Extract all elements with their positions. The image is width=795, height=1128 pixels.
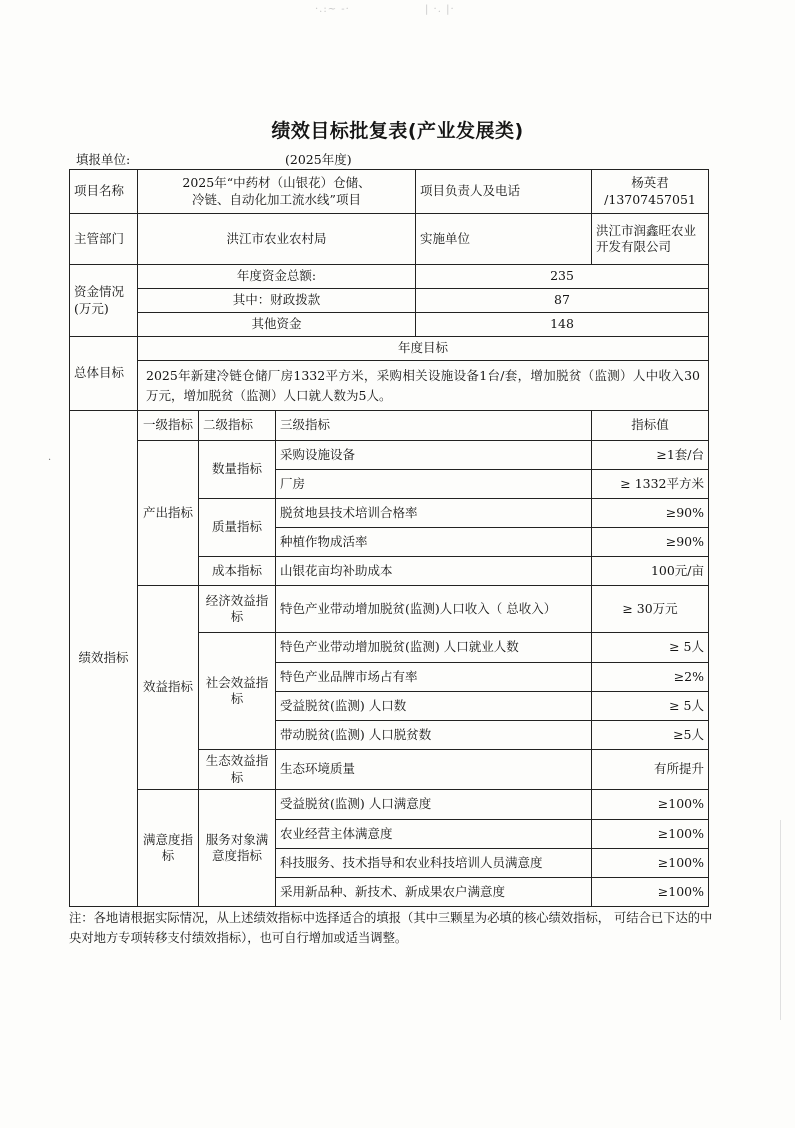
- scan-mark: ·.:~ -·: [315, 4, 350, 15]
- page-title: 绩效目标批复表(产业发展类): [271, 120, 524, 142]
- item-name: 脱贫地县技术培训合格率: [276, 499, 592, 528]
- item-value: ≥5人: [592, 721, 709, 750]
- goal-text: 2025年新建冷链仓储厂房1332平方米，采购相关设施设备1台/套，增加脱贫（监测）人中收入30万元，增加脱贫（监测）人口就人数为5人。: [138, 361, 709, 411]
- goal-header-row: [70, 337, 709, 361]
- group-quality: 质量指标: [199, 499, 276, 557]
- funds-other-value: 148: [416, 313, 709, 337]
- header-level2: 二级指标: [199, 411, 276, 441]
- item-value: 有所提升: [592, 750, 709, 790]
- goal-header: 年度目标: [138, 337, 709, 361]
- contact-name: 杨英君: [631, 175, 669, 191]
- scan-edge-line: [780, 820, 781, 1020]
- project-row: [70, 170, 709, 214]
- goal-text-row: [70, 361, 709, 411]
- perf-header-row: [70, 411, 709, 441]
- item-name: 生态环境质量: [276, 750, 592, 790]
- group-quantity: 数量指标: [199, 441, 276, 499]
- item-name: 厂房: [276, 470, 592, 499]
- item-value: ≥1套/台: [592, 441, 709, 470]
- year-label: (2025年度): [285, 152, 352, 167]
- item-value: ≥100%: [592, 790, 709, 820]
- item-value: 100元/亩: [592, 557, 709, 586]
- item-name: 带动脱贫(监测) 人口脱贫数: [276, 721, 592, 750]
- item-value: ≥90%: [592, 499, 709, 528]
- project-name-line2: 冷链、自动化加工流水线”项目: [192, 191, 361, 207]
- item-value: ≥2%: [592, 663, 709, 692]
- contact-label: 项目负责人及电话: [416, 170, 592, 214]
- item-value: ≥100%: [592, 820, 709, 849]
- funds-total-label: 年度资金总额:: [138, 265, 416, 289]
- goal-label: 总体目标: [70, 337, 138, 411]
- project-name-cell: [138, 170, 416, 214]
- table-row: [70, 790, 709, 820]
- scan-mark: | ·. |·: [425, 4, 455, 15]
- funds-fiscal-value: 87: [416, 289, 709, 313]
- contact-phone: /13707457051: [604, 191, 696, 207]
- funds-label: 资金情况(万元): [70, 265, 138, 337]
- funds-row: [70, 265, 709, 289]
- stray-mark: ·: [48, 455, 52, 466]
- item-name: 采购设施设备: [276, 441, 592, 470]
- item-value: ≥ 5人: [592, 692, 709, 721]
- header-level1: 一级指标: [138, 411, 199, 441]
- header-value: 指标值: [592, 411, 709, 441]
- footnote: 注：各地请根据实际情况，从上述绩效指标中选择适合的填报（其中三颗星为必填的核心绩效指标， 可结合已下达的中央对地方专项转移支付绩效指标），也可自行增加或适当调整。: [69, 911, 713, 945]
- table-row: [70, 586, 709, 633]
- group-ecological: 生态效益指标: [199, 750, 276, 790]
- unit-label: 填报单位:: [76, 152, 131, 167]
- item-name: 采用新品种、新技术、新成果农户满意度: [276, 878, 592, 907]
- item-name: 受益脱贫(监测) 人口数: [276, 692, 592, 721]
- group-social: 社会效益指标: [199, 633, 276, 750]
- group-economic: 经济效益指标: [199, 586, 276, 633]
- item-name: 特色产业带动增加脱贫(监测)人口收入（ 总收入）: [276, 586, 592, 633]
- dept-value: 洪江市农业农村局: [138, 214, 416, 265]
- item-name: 山银花亩均补助成本: [276, 557, 592, 586]
- group-output: 产出指标: [138, 441, 199, 586]
- dept-label: 主管部门: [70, 214, 138, 265]
- item-value: ≥ 5人: [592, 633, 709, 663]
- item-value: ≥ 30万元: [592, 586, 709, 633]
- item-name: 特色产业品牌市场占有率: [276, 663, 592, 692]
- item-name: 科技服务、技术指导和农业科技培训人员满意度: [276, 849, 592, 878]
- funds-row: [70, 289, 709, 313]
- impl-label: 实施单位: [416, 214, 592, 265]
- project-name-label: 项目名称: [70, 170, 138, 214]
- item-value: ≥90%: [592, 528, 709, 557]
- dept-row: [70, 214, 709, 265]
- funds-fiscal-label: 其中：财政拨款: [138, 289, 416, 313]
- item-name: 农业经营主体满意度: [276, 820, 592, 849]
- perf-label: 绩效指标: [70, 411, 138, 907]
- group-cost: 成本指标: [199, 557, 276, 586]
- group-satisfaction: 满意度指标: [138, 790, 199, 907]
- item-value: ≥ 1332平方米: [592, 470, 709, 499]
- item-name: 种植作物成活率: [276, 528, 592, 557]
- group-benefit: 效益指标: [138, 586, 199, 790]
- impl-cell: [592, 214, 709, 265]
- item-name: 特色产业带动增加脱贫(监测) 人口就业人数: [276, 633, 592, 663]
- item-value: ≥100%: [592, 849, 709, 878]
- item-value: ≥100%: [592, 878, 709, 907]
- item-name: 受益脱贫(监测) 人口满意度: [276, 790, 592, 820]
- header-level3: 三级指标: [276, 411, 592, 441]
- funds-row: [70, 313, 709, 337]
- impl-line2: 开发有限公司: [596, 239, 672, 254]
- project-name-line1: 2025年“中药材（山银花）仓储、: [182, 175, 371, 191]
- performance-table: [69, 169, 709, 907]
- contact-cell: [592, 170, 709, 214]
- group-service: 服务对象满意度指标: [199, 790, 276, 907]
- impl-line1: 洪江市润鑫旺农业: [596, 222, 697, 238]
- funds-total-value: 235: [416, 265, 709, 289]
- funds-other-label: 其他资金: [138, 313, 416, 337]
- table-row: [70, 441, 709, 470]
